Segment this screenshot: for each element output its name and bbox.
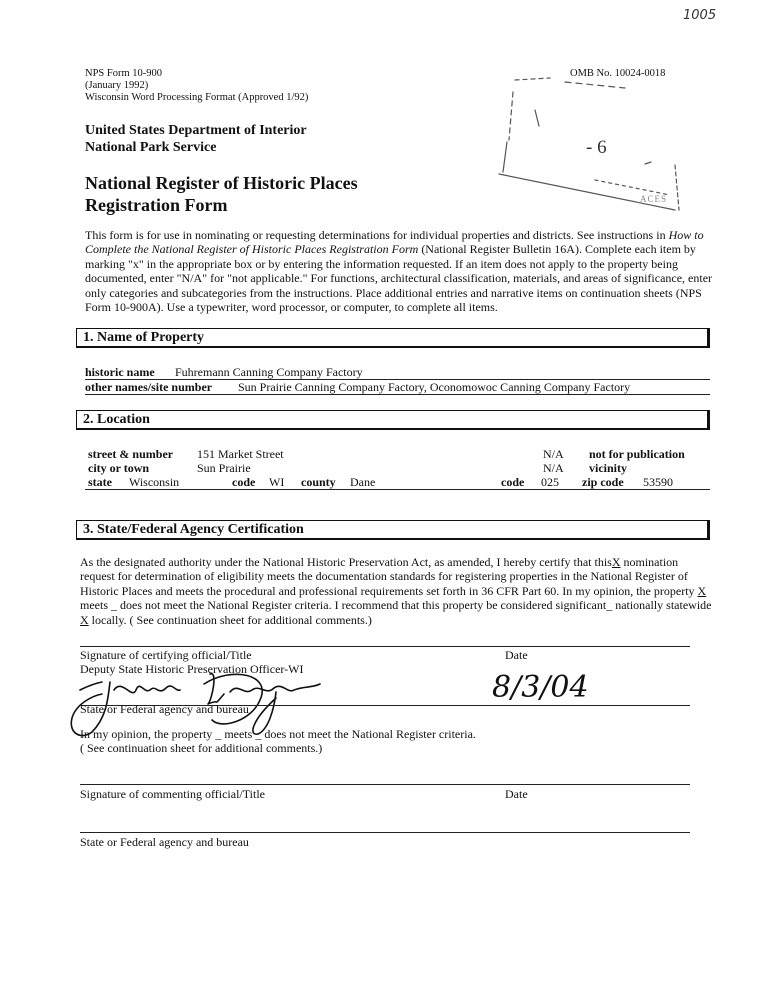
department-name: United States Department of Interior bbox=[85, 123, 307, 138]
state-label: state bbox=[88, 475, 112, 489]
instructions-reference: How to Complete the National Register of Historic Places Registration Form bbox=[85, 228, 704, 257]
historic-name-label: historic name bbox=[85, 365, 155, 379]
county-code-value: 025 bbox=[541, 475, 559, 489]
opinion-line: In my opinion, the property _ meets _ does not meet the National Register criteria. bbox=[80, 727, 476, 741]
section-2-header bbox=[76, 410, 710, 430]
instructions-paragraph: This form is for use in nominating or requesting determinations for individual properties and districts. See instructions in How to Complete the National Register of Historic Places Registration Form (National Register Bulletin 16A). Complete each item by marking "x" in the appropriate box or by entering the information requested. If an item does not apply to the property being documented, enter "N/A" for "not applicable." For functions, architectural classification, materials, and areas of significance, enter only categories and subcategories from the instructions. Place additional entries and narrative items on continuation sheets (NPS Form 10-900A). Use a typewriter, word processor, or computer, to complete all items. bbox=[85, 228, 713, 315]
form-number: NPS Form 10-900 bbox=[85, 68, 163, 79]
state-code-value: WI bbox=[269, 475, 285, 489]
signature-line-2 bbox=[80, 784, 690, 785]
certification-paragraph: As the designated authority under the National Historic Preservation Act, as amended, I hereby certify that thisX nomination request for determination of eligibility meets the documentation standards for registering properties in the National Register of Historic Places and meets the procedural and professional requirements set forth in 36 CFR Part 60. In my opinion, the property X meets _ does not meet the National Register criteria. I recommend that this property be considered significant_ nationally statewide X locally. ( See continuation sheet for additional comments.) bbox=[80, 555, 712, 627]
city-value: Sun Prairie bbox=[197, 461, 251, 475]
section-1-header bbox=[76, 328, 710, 348]
city-label: city or town bbox=[88, 461, 150, 475]
date-2-label: Date bbox=[505, 787, 528, 801]
agency-line-2 bbox=[80, 832, 690, 833]
state-code-label: code bbox=[232, 475, 256, 489]
handwritten-date: 8/3/04 bbox=[492, 670, 589, 705]
state-value: Wisconsin bbox=[129, 475, 180, 489]
continuation-note: ( See continuation sheet for additional comments.) bbox=[80, 741, 323, 755]
corner-handwritten-mark: 1005 bbox=[683, 8, 717, 23]
form-date: (January 1992) bbox=[85, 80, 149, 91]
certifying-signature-label: Signature of certifying official/Title bbox=[80, 648, 252, 662]
page-title: National Register of Historic Places bbox=[85, 173, 358, 193]
street-value: 151 Market Street bbox=[197, 447, 284, 461]
agency-1-label: State or Federal agency and bureau bbox=[80, 702, 249, 716]
format-note: Wisconsin Word Processing Format (Approved 1/92) bbox=[85, 92, 309, 103]
other-names-underline bbox=[85, 394, 710, 395]
not-for-publication-label: not for publication bbox=[589, 447, 685, 461]
date-1-label: Date bbox=[505, 648, 528, 662]
page-subtitle: Registration Form bbox=[85, 195, 228, 215]
commenting-signature-label: Signature of commenting official/Title bbox=[80, 787, 265, 801]
street-label: street & number bbox=[88, 447, 174, 461]
omb-number: OMB No. 10024-0018 bbox=[570, 68, 666, 79]
section-2-title: 2. Location bbox=[83, 412, 150, 427]
agency-2-label: State or Federal agency and bureau bbox=[80, 835, 249, 849]
county-value: Dane bbox=[350, 475, 376, 489]
county-code-label: code bbox=[501, 475, 525, 489]
nomination-mark: X bbox=[611, 555, 621, 569]
agency-name: National Park Service bbox=[85, 140, 217, 155]
county-label: county bbox=[301, 475, 336, 489]
zip-value: 53590 bbox=[643, 475, 673, 489]
section-3-title: 3. State/Federal Agency Certification bbox=[83, 522, 304, 537]
other-names-value: Sun Prairie Canning Company Factory, Oconomowoc Canning Company Factory bbox=[238, 380, 631, 394]
signature-line-1 bbox=[80, 646, 690, 647]
vicinity-value: N/A bbox=[543, 461, 564, 475]
zip-label: zip code bbox=[582, 475, 624, 489]
location-underline bbox=[85, 489, 710, 490]
not-for-publication-value: N/A bbox=[543, 447, 564, 461]
official-title-value: Deputy State Historic Preservation Officer-WI bbox=[80, 662, 304, 676]
stamp-faint-text: ACES bbox=[640, 194, 668, 204]
vicinity-label: vicinity bbox=[589, 461, 627, 475]
section-3-header bbox=[76, 520, 710, 540]
stamp-mark: - 6 bbox=[586, 137, 607, 158]
historic-name-value: Fuhremann Canning Company Factory bbox=[175, 365, 363, 379]
other-names-label: other names/site number bbox=[85, 380, 213, 394]
locally-mark: X bbox=[80, 612, 89, 627]
meets-mark: X bbox=[697, 583, 707, 598]
section-1-title: 1. Name of Property bbox=[83, 330, 205, 345]
